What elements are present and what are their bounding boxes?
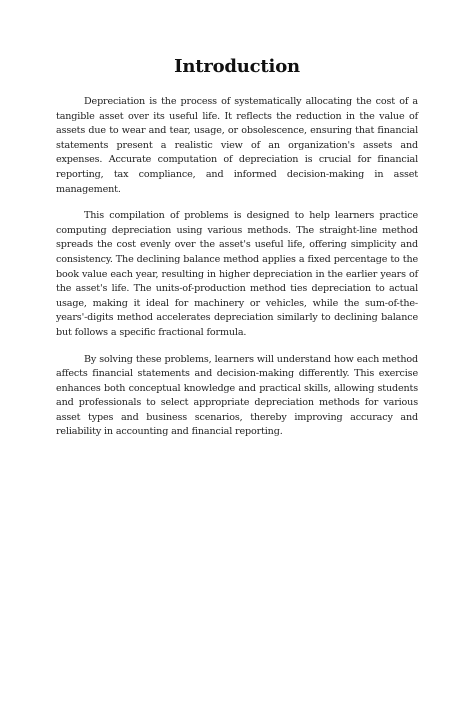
paragraph-outcomes: By solving these problems, learners will understand how each method affects financial statements and decision-making differently. This exercise enhances both conceptual knowledge and practical skills, allowing students and professionals to select appropriate depreciation methods for various asset types and business scenarios, thereby improving accuracy and reliability in accounting and financial reporting. — [56, 353, 418, 438]
paragraph-methods: This compilation of problems is designed to help learners practice computing depreciation using various methods. The straight-line method spreads the cost evenly over the asset's useful life, offering simplicity and consistency. The declining balance method applies a fixed percentage to the book value each year, resulting in higher depreciation in the earlier years of the asset's life. The units-of-production method ties depreciation to actual usage, making it ideal for machinery or vehicles, while the sum-of-the-years'-digits method accelerates depreciation similarly to declining balance but follows a specific fractional formula. — [56, 210, 418, 338]
paragraph-definition: Depreciation is the process of systematically allocating the cost of a tangible asset over its useful life. It reflects the reduction in the value of assets due to wear and tear, usage, or obsolescence, ensuring that financial statements present a realistic view of an organization's assets and expenses. Accurate computation of depreciation is crucial for financial reporting, tax compliance, and informed decision-making in asset management. — [56, 96, 418, 195]
page-title: Introduction — [174, 56, 300, 77]
